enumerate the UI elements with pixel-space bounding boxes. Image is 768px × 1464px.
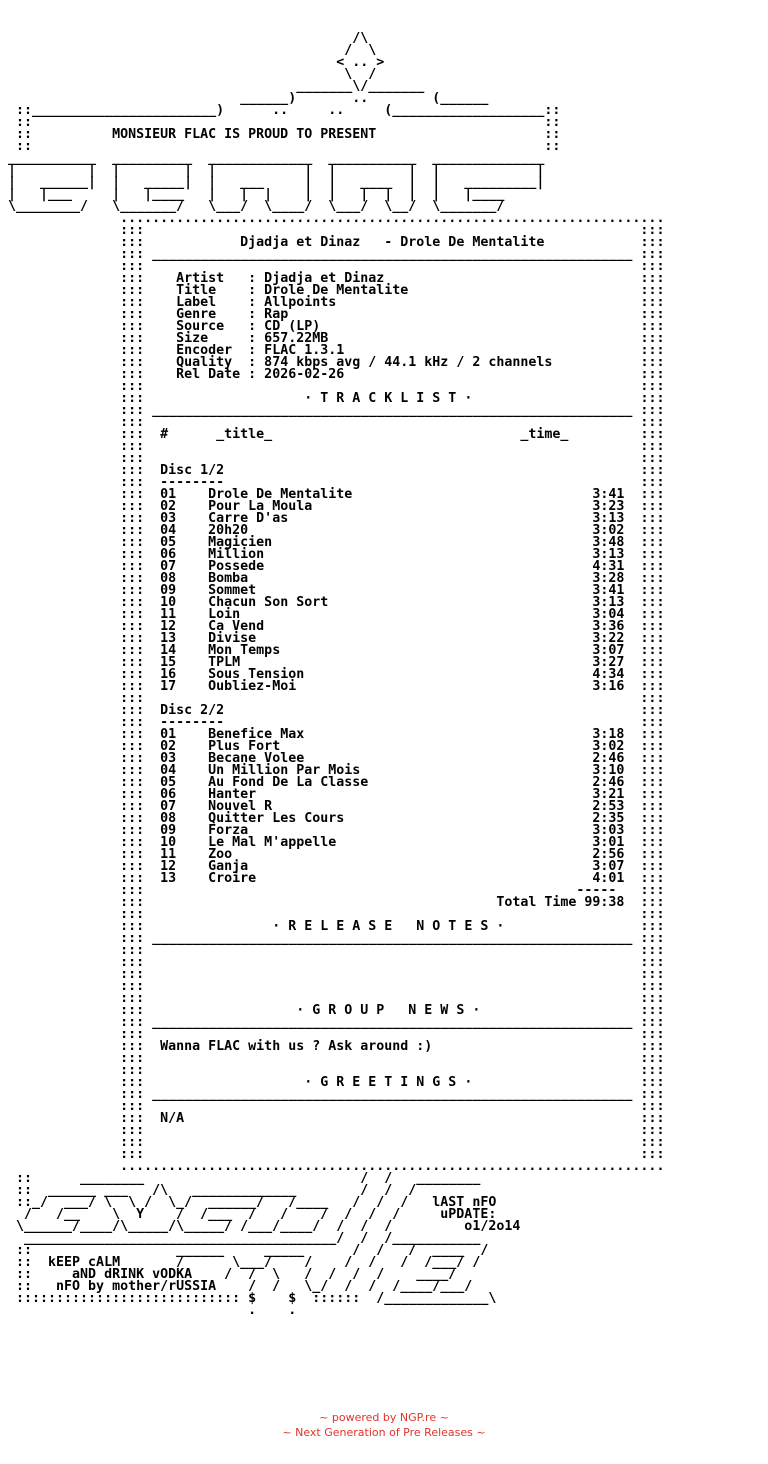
footer-ascii-art: :: ________ / / ________ :: ______ ___ /\ _____________ / / / ::_/ ___/ \ \ / \_/ ______/ /____ / / / lAST nFO / /__ \ Y / /___ / / / / / / uPDATE: \______/____/\_____/\_____/ /___/____/ / / / o1/2o14 _______________________________________/ / /___________ :: ______ _____ / / / ____ / :: kEEP cALM / \___/ / / / / /___/ / :: aND dRINK vODKA / / \ / / / / ____/ :: nFO by mother/rUSSIA / / \_/ / / /____/___/ :::::::::::::::::::::::::::: $ $ :::::: /_____________\ . . xyxy=(16,1171,521,1319)
release-notes-heading: · R E L E A S E N O T E S · xyxy=(152,919,633,935)
greetings-text: N/A xyxy=(152,1111,633,1127)
track-row: 13 Divise 3:22 xyxy=(152,631,633,647)
track-row: 10 Chacun Son Sort 3:13 xyxy=(152,595,633,611)
track-row: 12 Ca Vend 3:36 xyxy=(152,619,633,635)
group-news-text: Wanna FLAC with us ? Ask around :) xyxy=(152,1039,633,1055)
track-row: 06 Hanter 3:21 xyxy=(152,787,633,803)
track-row: 12 Ganja 3:07 xyxy=(152,859,633,875)
track-row: 02 Pour La Moula 3:23 xyxy=(152,499,633,515)
tracklist-header-row: # _title_ _time_ xyxy=(152,427,633,443)
track-row: 03 Becane Volee 2:46 xyxy=(152,751,633,767)
disc-label: Disc 2/2 xyxy=(152,703,633,719)
track-row: 04 20h20 3:02 xyxy=(152,523,633,539)
track-row: 08 Quitter Les Cours 2:35 xyxy=(152,811,633,827)
track-row: 11 Loin 3:04 xyxy=(152,607,633,623)
track-row: 05 Magicien 3:48 xyxy=(152,535,633,551)
info-row-artist: Artist : Djadja et Dinaz xyxy=(152,271,633,287)
track-row: 05 Au Fond De La Classe 2:46 xyxy=(152,775,633,791)
track-row: 14 Mon Temps 3:07 xyxy=(152,643,633,659)
info-row-title: Title : Drole De Mentalite xyxy=(152,283,633,299)
track-row: 07 Possede 4:31 xyxy=(152,559,633,575)
info-row-quality: Quality : 874 kbps avg / 44.1 kHz / 2 channels xyxy=(152,355,633,371)
track-row: 03 Carre D'as 3:13 xyxy=(152,511,633,527)
track-row: 09 Sommet 3:41 xyxy=(152,583,633,599)
track-row: 08 Bomba 3:28 xyxy=(152,571,633,587)
track-row: 13 Croire 4:01 xyxy=(152,871,633,887)
info-row-source: Source : CD (LP) xyxy=(152,319,633,335)
track-row: 09 Forza 3:03 xyxy=(152,823,633,839)
track-row: 01 Drole De Mentalite 3:41 xyxy=(152,487,633,503)
total-time: Total Time 99:38 xyxy=(152,895,633,911)
info-row-genre: Genre : Rap xyxy=(152,307,633,323)
track-row: 06 Million 3:13 xyxy=(152,547,633,563)
track-row: 07 Nouvel R 2:53 xyxy=(152,799,633,815)
greetings-heading: · G R E E T I N G S · xyxy=(152,1075,633,1091)
info-row-size: Size : 657.22MB xyxy=(152,331,633,347)
tracklist-heading: · T R A C K L I S T · xyxy=(152,391,633,407)
info-row-encoder: Encoder : FLAC 1.3.1 xyxy=(152,343,633,359)
powered-by-link[interactable]: ~ powered by NGP.re ~ xyxy=(319,1411,449,1424)
release-title: Djadja et Dinaz - Drole De Mentalite xyxy=(152,235,633,251)
track-row: 15 TPLM 3:27 xyxy=(152,655,633,671)
site-footer xyxy=(0,1410,768,1440)
track-row: 10 Le Mal M'appelle 3:01 xyxy=(152,835,633,851)
disc-label: Disc 1/2 xyxy=(152,463,633,479)
info-row-label: Label : Allpoints xyxy=(152,295,633,311)
track-row: 11 Zoo 2:56 xyxy=(152,847,633,863)
track-row: 04 Un Million Par Mois 3:10 xyxy=(152,763,633,779)
track-row: 17 Oubliez-Moi 3:16 xyxy=(152,679,633,695)
track-row: 01 Benefice Max 3:18 xyxy=(152,727,633,743)
info-row-rel-date: Rel Date : 2026-02-26 xyxy=(152,367,633,383)
header-ascii-art: /\ / \ < .. > \ / _______\/_______ ______) .. (______ ::_______________________) .. .. (___________________:: :: :: :: MONSIEUR FLAC IS PROUD TO PRESENT :: :: :: ___________ __________ _____________ ___________ ______________ | | | | | | | | | | | ______| | _____| | ___ | | ____ | | _________| | |___ | |____ | | | | | | | | | |____ \________/ \_______/ \___/ \____/ \___/ \__/ \_______/ xyxy=(8,31,561,215)
track-row: 02 Plus Fort 3:02 xyxy=(152,739,633,755)
nfo-document: /\ / \ < .. > \ / _______\/_______ ______) .. (______ ::_______________________) .. .. (___________________:: :: :: :: MONSIEUR FLAC IS PROUD TO PRESENT :: :: :: ___________ __________ _____________ ___________ ______________ | | | | | | | | | | | ______| | _____| | ___ | | ____ | | _________| | |___ | |____ | | | | | | | | | |____ \________/ \_______/ \___/ \____/ \___/ \__/ \_______/ .................................................................... ::: ::: ::: Djadja et Dinaz - Drole De Mentalite ::: ::: ____________________________________________________________ ::: ::: ::: ::: Artist : Djadja et Dinaz ::: ::: Title : Drole De Mentalite ::: ::: Label : Allpoints ::: ::: Genre : Rap ::: ::: Source : CD (LP) ::: ::: Size : 657.22MB ::: ::: Encoder : FLAC 1.3.1 ::: ::: Quality : 874 kbps avg / 44.1 kHz / 2 channels ::: ::: Rel Date : 2026-02-26 ::: ::: ::: ::: · T R A C K L I S T · ::: ::: ____________________________________________________________ ::: ::: ::: ::: # _title_ _time_ ::: ::: ::: ::: ::: ::: Disc 1/2 ::: ::: -------- ::: ::: 01 Drole De Mentalite 3:41 ::: ::: 02 Pour La Moula 3:23 ::: ::: 03 Carre D'as 3:13 ::: ::: 04 20h20 3:02 ::: ::: 05 Magicien 3:48 ::: ::: 06 Million 3:13 ::: ::: 07 Possede 4:31 ::: ::: 08 Bomba 3:28 ::: ::: 09 Sommet 3:41 ::: ::: 10 Chacun Son Sort 3:13 ::: ::: 11 Loin 3:04 ::: ::: 12 Ca Vend 3:36 ::: ::: 13 Divise 3:22 ::: ::: 14 Mon Temps 3:07 ::: ::: 15 TPLM 3:27 ::: ::: 16 Sous Tension 4:34 ::: ::: 17 Oubliez-Moi 3:16 ::: ::: ::: ::: Disc 2/2 ::: ::: -------- ::: ::: 01 Benefice Max 3:18 ::: ::: 02 Plus Fort 3:02 ::: ::: 03 Becane Volee 2:46 ::: ::: 04 Un Million Par Mois 3:10 ::: ::: 05 Au Fond De La Classe 2:46 ::: ::: 06 Hanter 3:21 ::: ::: 07 Nouvel R 2:53 ::: ::: 08 Quitter Les Cours 2:35 ::: ::: 09 Forza 3:03 ::: ::: 10 Le Mal M'appelle 3:01 ::: ::: 11 Zoo 2:56 ::: ::: 12 Ganja 3:07 ::: ::: 13 Croire 4:01 ::: ::: ----- ::: ::: Total Time 99:38 ::: ::: ::: ::: · R E L E A S E N O T E S · ::: ::: ____________________________________________________________ ::: ::: ::: ::: ::: ::: ::: ::: ::: ::: ::: ::: · G R O U P N E W S · ::: ::: ____________________________________________________________ ::: ::: ::: ::: Wanna FLAC with us ? Ask around :) ::: ::: ::: ::: ::: ::: · G R E E T I N G S · ::: ::: ____________________________________________________________ ::: ::: ::: ::: N/A ::: ::: ::: ::: ::: ::: ::: .................................................................... :: ________ / / ________ :: ______ ___ /\ _____________ / / / ::_/ ___/ \ \ / \_/ ______/ /____ / / / lAST nFO / /__ \ Y / /___ / / / / / / uPDATE: \______/____/\_____/\_____/ /___/____/ / / / o1/2o14 _______________________________________/ / /___________ :: ______ _____ / / / ____ / :: kEEP cALM / \___/ / / / / /___/ / :: aND dRINK vODKA / / \ / / / / ____/ :: nFO by mother/rUSSIA / / \_/ / / /____/___/ :::::::::::::::::::::::::::: $ $ :::::: /_____________\ . . xyxy=(8,31,665,1319)
group-news-heading: · G R O U P N E W S · xyxy=(152,1003,633,1019)
track-row: 16 Sous Tension 4:34 xyxy=(152,667,633,683)
tagline: ~ Next Generation of Pre Releases ~ xyxy=(282,1426,486,1439)
